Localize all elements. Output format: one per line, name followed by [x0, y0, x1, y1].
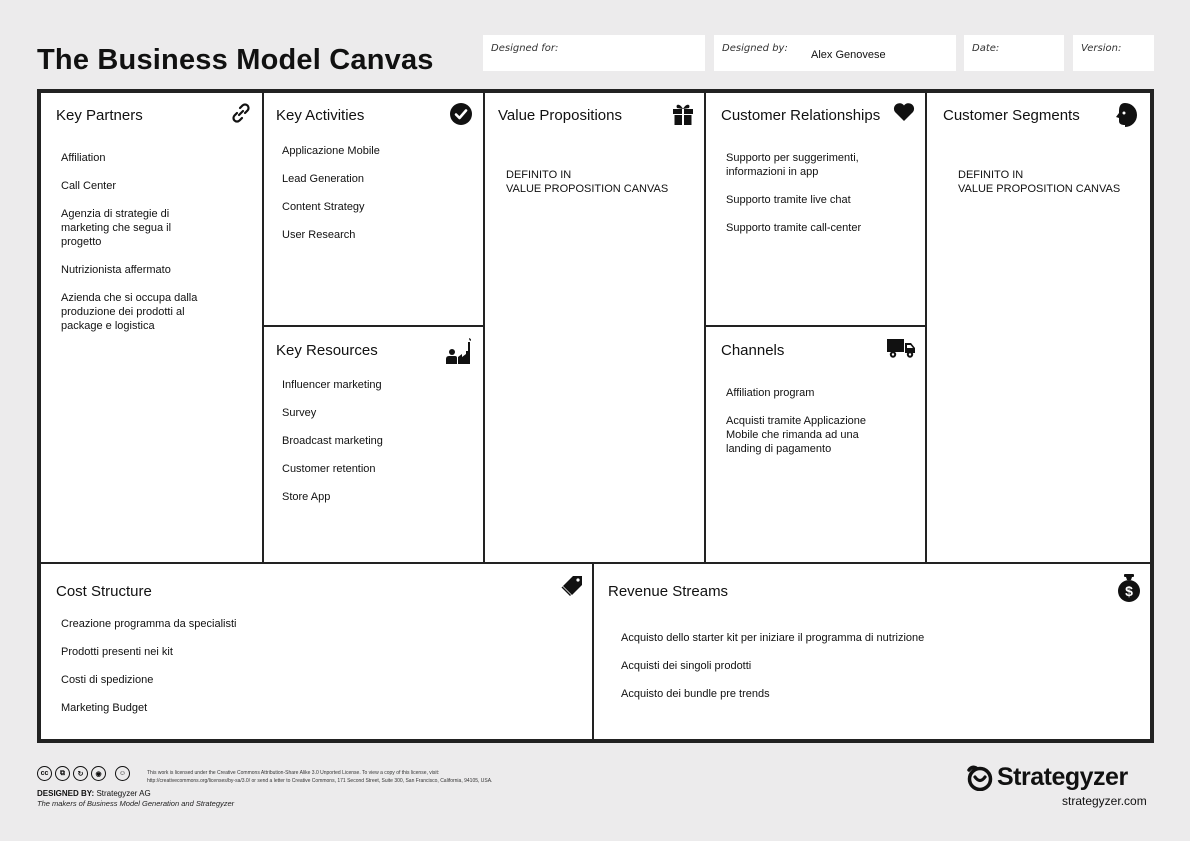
list-item: User Research: [282, 229, 356, 241]
designed-by-credit-label: DESIGNED BY:: [37, 789, 95, 798]
svg-text:$: $: [1125, 583, 1133, 599]
value-propositions-title: Value Propositions: [498, 107, 622, 124]
version-label: Version:: [1081, 43, 1122, 54]
worker-factory-icon: [444, 337, 474, 365]
channels-list: [726, 386, 916, 470]
designed-for-label: Designed for:: [491, 43, 559, 54]
list-item: Supporto per suggerimenti, informazioni in app: [726, 152, 859, 178]
list-item: Content Strategy: [282, 201, 365, 213]
license-line-2: http://creativecommons.org/licenses/by-sa/3.0/ or send a letter to Creative Commons, 171 Second Street, Suite 300, San Francisco, California, 94105, USA.: [147, 778, 493, 784]
section-key-activities[interactable]: [264, 93, 483, 325]
attribution-icon: ☺: [115, 766, 130, 781]
list-item: Supporto tramite live chat: [726, 194, 851, 206]
face-icon: [1111, 101, 1141, 129]
designed-by-label: Designed by:: [722, 43, 788, 54]
strategyzer-logo: [966, 763, 1128, 792]
truck-icon: [886, 337, 916, 359]
designed-by-field[interactable]: [714, 35, 956, 71]
list-item: Creazione programma da specialisti: [61, 618, 237, 630]
section-customer-relationships[interactable]: [706, 93, 925, 325]
customer-relationships-title: Customer Relationships: [721, 107, 881, 124]
canvas-border-bottom: [37, 739, 1154, 743]
list-item: Marketing Budget: [61, 702, 148, 714]
channels-title: Channels: [721, 342, 785, 359]
copy-icon: ⧉: [55, 766, 70, 781]
section-revenue-streams[interactable]: [594, 564, 1150, 739]
cc-license-icons: [37, 766, 130, 781]
canvas-border-right: [1150, 89, 1154, 743]
list-item: Survey: [282, 407, 317, 419]
list-item: Store App: [282, 491, 331, 503]
designed-by-credit: [37, 789, 151, 798]
canvas-board: [37, 89, 1154, 743]
list-item: Customer retention: [282, 463, 376, 475]
money-bag-icon: [1116, 573, 1142, 603]
designed-for-field[interactable]: [483, 35, 705, 71]
strategyzer-url[interactable]: strategyzer.com: [1062, 794, 1147, 808]
list-item: Acquisto dello starter kit per iniziare il programma di nutrizione: [621, 632, 925, 644]
list-item: Call Center: [61, 180, 117, 192]
list-item: Agenzia di strategie di marketing che segua il progetto: [61, 208, 172, 248]
license-line-1: This work is licensed under the Creative Commons Attribution-Share Alike 3.0 Unported License. To view a copy of this license, visit:: [147, 770, 440, 776]
customer-segments-text: DEFINITO IN VALUE PROPOSITION CANVAS: [958, 169, 1121, 195]
checkmark-icon: [449, 102, 473, 126]
section-key-partners[interactable]: [41, 93, 262, 562]
key-resources-list: [282, 378, 472, 518]
list-item: Affiliation: [61, 152, 106, 164]
page-title: The Business Model Canvas: [37, 44, 434, 76]
customer-segments-title: Customer Segments: [943, 107, 1080, 124]
value-propositions-text: DEFINITO IN VALUE PROPOSITION CANVAS: [506, 169, 669, 195]
list-item: Affiliation program: [726, 387, 815, 399]
key-partners-title: Key Partners: [56, 107, 143, 124]
list-item: Acquisti tramite Applicazione Mobile che rimanda ad una landing di pagamento: [726, 415, 867, 455]
designed-by-credit-value: Strategyzer AG: [96, 789, 151, 798]
section-channels[interactable]: [706, 327, 925, 562]
heart-icon: [892, 100, 916, 124]
key-resources-title: Key Resources: [276, 342, 378, 359]
list-item: Acquisti dei singoli prodotti: [621, 660, 752, 672]
list-item: Azienda che si occupa dalla produzione dei prodotti al package e logistica: [61, 292, 198, 332]
version-field[interactable]: [1073, 35, 1154, 71]
date-field[interactable]: [964, 35, 1064, 71]
list-item: Influencer marketing: [282, 379, 382, 391]
list-item: Broadcast marketing: [282, 435, 383, 447]
link-icon: [229, 101, 253, 125]
list-item: Lead Generation: [282, 173, 364, 185]
cost-structure-list: [61, 617, 561, 729]
section-customer-segments[interactable]: [927, 93, 1150, 562]
creative-commons-icon: cc: [37, 766, 52, 781]
strategyzer-brand-name: Strategyzer: [997, 763, 1128, 791]
share-icon: ↻: [73, 766, 88, 781]
revenue-streams-title: Revenue Streams: [608, 583, 729, 600]
customer-relationships-list: [726, 151, 916, 249]
list-item: Applicazione Mobile: [282, 145, 380, 157]
list-item: Costi di spedizione: [61, 674, 154, 686]
key-activities-list: [282, 144, 472, 256]
date-label: Date:: [972, 43, 1000, 54]
list-item: Nutrizionista affermato: [61, 264, 171, 276]
price-tag-icon: [560, 574, 584, 598]
section-value-propositions[interactable]: [485, 93, 704, 562]
key-activities-title: Key Activities: [276, 107, 365, 124]
list-item: Prodotti presenti nei kit: [61, 646, 173, 658]
gift-icon: [671, 102, 695, 126]
list-item: Supporto tramite call-center: [726, 222, 862, 234]
noncommercial-icon: ◉: [91, 766, 106, 781]
license-text: [147, 769, 547, 785]
makers-tagline: The makers of Business Model Generation and Strategyzer: [37, 799, 235, 808]
list-item: Acquisto dei bundle pre trends: [621, 688, 770, 700]
revenue-streams-list: [621, 631, 1131, 715]
designed-by-value: Alex Genovese: [811, 49, 886, 61]
cost-structure-title: Cost Structure: [56, 583, 152, 600]
section-cost-structure[interactable]: [41, 564, 592, 739]
section-key-resources[interactable]: [264, 327, 483, 562]
key-partners-list: [61, 151, 251, 347]
strategyzer-logo-icon: [966, 765, 994, 791]
